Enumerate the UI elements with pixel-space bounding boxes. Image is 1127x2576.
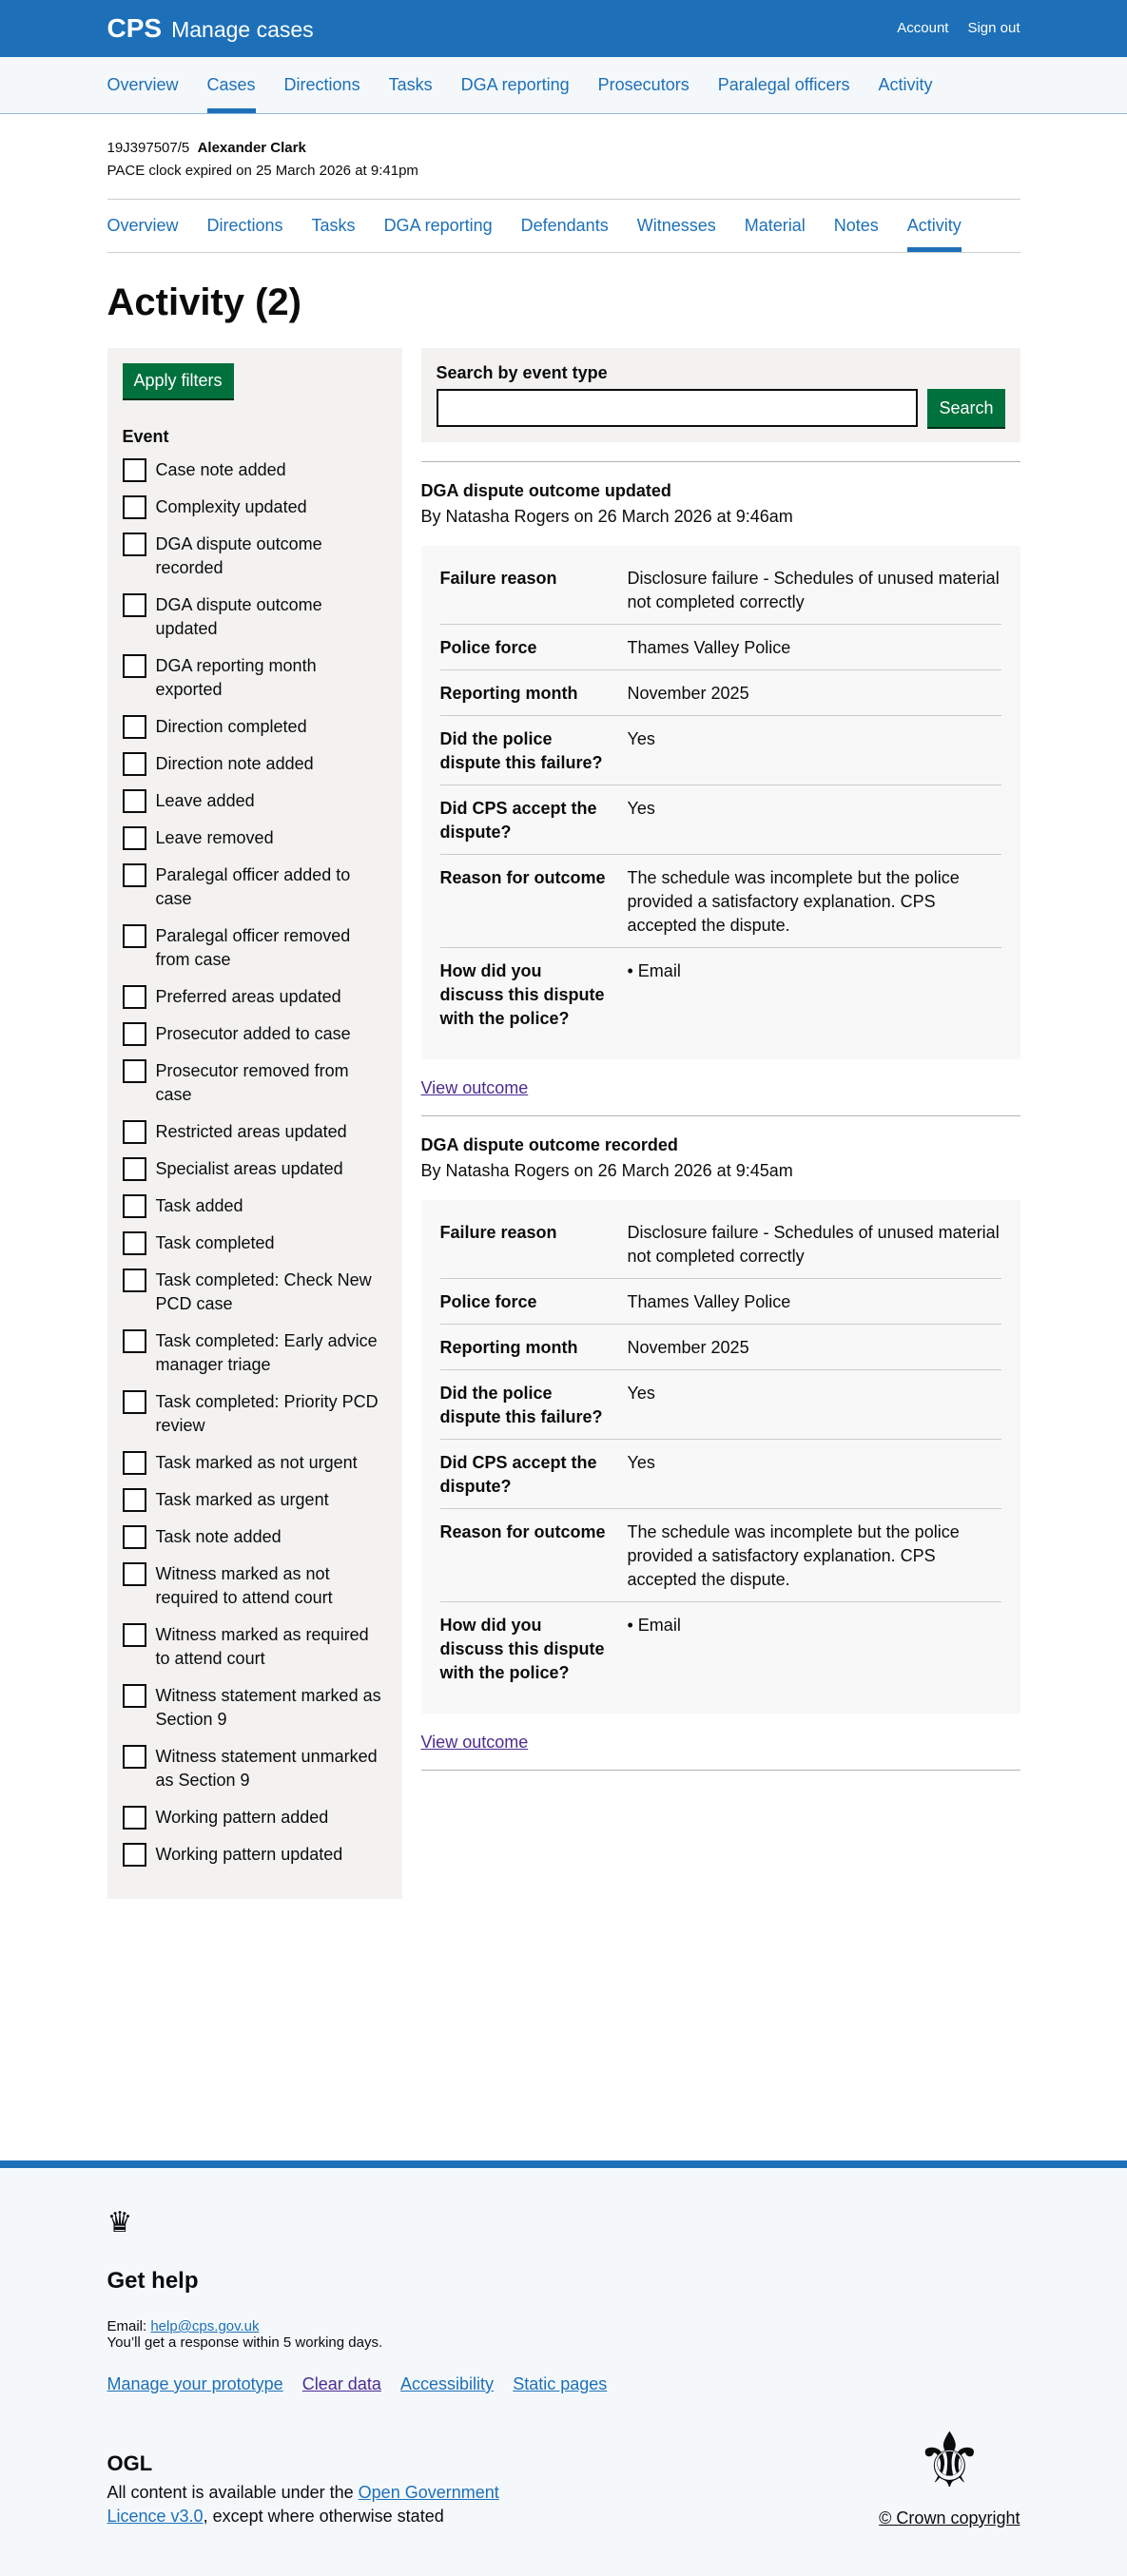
apply-filters-button[interactable]: Apply filters [123, 363, 234, 398]
summary-value: Yes [627, 1384, 655, 1403]
tab-notes[interactable]: Notes [833, 216, 879, 235]
service-name[interactable]: Manage cases [171, 17, 314, 42]
checkbox[interactable] [123, 1562, 146, 1586]
event-filter-checkbox[interactable] [123, 985, 387, 1009]
summary-row [440, 785, 1001, 855]
tab-tasks[interactable]: Tasks [311, 216, 356, 235]
checkbox[interactable] [123, 1194, 146, 1218]
sign-out-link[interactable]: Sign out [967, 20, 1020, 36]
checkbox[interactable] [123, 495, 146, 519]
checkbox-label: Specialist areas updated [155, 1159, 343, 1178]
case-reference: 19J397507/5 [107, 140, 190, 156]
checkbox[interactable] [123, 1022, 146, 1046]
summary-value: November 2025 [627, 1338, 749, 1357]
event-filter-checkbox[interactable] [123, 1806, 387, 1830]
summary-value: The schedule was incomplete but the police provided a satisfactory explanation. CPS accepted the dispute. [627, 868, 960, 935]
site-footer [0, 2160, 1127, 2576]
summary-row [440, 948, 1001, 1050]
help-email-link[interactable]: help@cps.gov.uk [150, 2318, 260, 2334]
search-button[interactable]: Search [927, 389, 1004, 427]
event-filter-checkbox[interactable] [123, 715, 387, 739]
event-filter-checkbox[interactable] [123, 1488, 387, 1512]
tab-defendants[interactable]: Defendants [520, 216, 609, 235]
checkbox-label: Paralegal officer removed from case [155, 926, 351, 969]
checkbox-label: Restricted areas updated [155, 1122, 347, 1141]
checkbox-label: Direction note added [155, 754, 314, 773]
event-filter-checkbox[interactable] [123, 863, 387, 911]
summary-value: The schedule was incomplete but the police provided a satisfactory explanation. CPS accepted the dispute. [627, 1522, 960, 1589]
summary-key: Did CPS accept the dispute? [439, 799, 597, 842]
event-filter-checkbox[interactable] [123, 1329, 387, 1377]
event-filter-checkbox[interactable] [123, 495, 387, 519]
checkbox-label: Preferred areas updated [155, 987, 341, 1006]
summary-key: Police force [439, 1292, 537, 1311]
nav-dga-reporting[interactable]: DGA reporting [460, 75, 570, 94]
checkbox-label: Working pattern added [155, 1808, 329, 1827]
accessibility-link[interactable]: Accessibility [400, 2374, 495, 2393]
filter-panel [107, 348, 402, 1899]
event-filter-checkbox[interactable] [123, 1022, 387, 1046]
cps-logo[interactable]: CPS [107, 13, 163, 43]
event-filter-checkbox[interactable] [123, 1269, 387, 1316]
checkbox[interactable] [123, 1488, 146, 1512]
ogl-logo: OGL [107, 2451, 153, 2475]
checkbox-label: Task marked as not urgent [155, 1453, 358, 1472]
summary-row [440, 855, 1001, 948]
checkbox-label: Task completed: Check New PCD case [155, 1270, 372, 1313]
summary-value: • Email [627, 961, 681, 980]
summary-key: How did you discuss this dispute with the police? [439, 1616, 605, 1682]
checkbox[interactable] [123, 1806, 146, 1830]
checkbox-label: Case note added [155, 460, 286, 479]
event-title: DGA dispute outcome updated [420, 481, 671, 500]
event-filter-checkbox[interactable] [123, 1562, 387, 1610]
tab-directions[interactable]: Directions [206, 216, 283, 235]
checkbox-label: Paralegal officer added to case [155, 865, 351, 908]
checkbox[interactable] [123, 1451, 146, 1475]
summary-row [440, 1602, 1001, 1704]
summary-value: Thames Valley Police [627, 638, 791, 657]
nav-paralegal-officers[interactable]: Paralegal officers [717, 75, 850, 94]
event-filter-checkbox[interactable] [123, 1390, 387, 1438]
licence-link[interactable]: Open Government Licence v3.0 [107, 2483, 499, 2526]
event-filter-checkbox[interactable] [123, 458, 387, 482]
case-info [107, 114, 1020, 183]
summary-value: Yes [627, 1453, 655, 1472]
tab-witnesses[interactable]: Witnesses [636, 216, 716, 235]
summary-row [440, 1279, 1001, 1325]
summary-key: Did the police dispute this failure? [439, 1384, 603, 1426]
summary-row [440, 555, 1001, 625]
checkbox[interactable] [123, 715, 146, 739]
event-filter-checkbox[interactable] [123, 1623, 387, 1671]
event-filter-checkbox[interactable] [123, 1157, 387, 1181]
summary-value: Disclosure failure - Schedules of unused material not completed correctly [627, 569, 1000, 611]
crown-icon: ♛ [107, 2207, 133, 2238]
summary-value: Yes [627, 799, 655, 818]
checkbox[interactable] [123, 1329, 146, 1353]
event-filter-checkbox[interactable] [123, 752, 387, 776]
checkbox[interactable] [123, 752, 146, 776]
primary-nav [0, 57, 1127, 114]
event-filter-checkbox[interactable] [123, 1525, 387, 1549]
summary-value: Thames Valley Police [627, 1292, 791, 1311]
summary-key: Did the police dispute this failure? [439, 729, 603, 772]
nav-tasks[interactable]: Tasks [388, 75, 433, 94]
nav-prosecutors[interactable]: Prosecutors [597, 75, 690, 94]
checkbox-label: Complexity updated [155, 497, 307, 516]
royal-coat-of-arms-icon: ⚜ [915, 2418, 984, 2503]
checkbox[interactable] [123, 1157, 146, 1181]
summary-row [440, 625, 1001, 670]
checkbox[interactable] [123, 1231, 146, 1255]
summary-row [440, 670, 1001, 716]
summary-row [440, 1370, 1001, 1440]
event-byline: By Natasha Rogers on 26 March 2026 at 9:46am [420, 507, 793, 526]
checkbox[interactable] [123, 1745, 146, 1769]
static-pages-link[interactable]: Static pages [513, 2374, 608, 2393]
event-filter-checkbox[interactable] [123, 1451, 387, 1475]
event-filter-checkbox[interactable] [123, 1843, 387, 1867]
view-outcome-link[interactable]: View outcome [420, 1733, 529, 1752]
checkbox[interactable] [123, 863, 146, 887]
search-input[interactable] [437, 389, 919, 427]
checkbox[interactable] [123, 654, 146, 678]
summary-key: Reporting month [439, 1338, 578, 1357]
summary-row [440, 1440, 1001, 1509]
checkbox[interactable] [123, 789, 146, 813]
event-filter-checkbox[interactable] [123, 533, 387, 580]
event-filter-legend: Event [122, 427, 169, 446]
checkbox-label: Task note added [155, 1527, 282, 1546]
tab-activity[interactable]: Activity [907, 200, 962, 252]
checkbox-label: Prosecutor removed from case [155, 1061, 349, 1104]
summary-value: November 2025 [627, 684, 749, 703]
event-filter-checkbox[interactable] [123, 789, 387, 813]
checkbox-label: Direction completed [155, 717, 307, 736]
summary-key: Failure reason [439, 569, 557, 588]
checkbox-label: Task completed: Early advice manager triage [155, 1331, 378, 1374]
checkbox-label: Witness statement marked as Section 9 [155, 1686, 381, 1729]
get-help-heading: Get help [107, 2268, 199, 2294]
checkbox[interactable] [123, 1843, 146, 1867]
page-title: Activity (2) [107, 281, 301, 323]
activity-event [421, 461, 1020, 1115]
summary-value: Disclosure failure - Schedules of unused material not completed correctly [627, 1223, 1000, 1266]
event-filter-checkbox[interactable] [123, 1684, 387, 1732]
event-filter-checkbox[interactable] [123, 1059, 387, 1107]
checkbox-label: Leave added [155, 791, 255, 810]
nav-cases[interactable]: Cases [207, 57, 256, 113]
event-filter-checkbox[interactable] [123, 1120, 387, 1144]
checkbox[interactable] [123, 985, 146, 1009]
summary-key: Failure reason [439, 1223, 557, 1242]
checkbox-label: Task completed [155, 1233, 275, 1252]
site-header [0, 0, 1127, 57]
checkbox-label: Task completed: Priority PCD review [155, 1392, 379, 1435]
summary-key: Reporting month [439, 684, 578, 703]
checkbox[interactable] [123, 1269, 146, 1292]
checkbox[interactable] [123, 1623, 146, 1647]
nav-directions[interactable]: Directions [283, 75, 360, 94]
pace-clock: PACE clock expired on 25 March 2026 at 9:41pm [107, 163, 418, 179]
checkbox-label: DGA dispute outcome updated [155, 595, 322, 638]
activity-event [421, 1115, 1020, 1770]
summary-list [421, 546, 1020, 1059]
summary-row [440, 1325, 1001, 1370]
checkbox[interactable] [123, 533, 146, 556]
checkbox-label: Witness statement unmarked as Section 9 [155, 1747, 378, 1790]
checkbox[interactable] [123, 1684, 146, 1708]
nav-activity[interactable]: Activity [878, 75, 933, 94]
checkbox[interactable] [123, 458, 146, 482]
response-time: You’ll get a response within 5 working days. [107, 2334, 383, 2351]
summary-list [421, 1200, 1020, 1714]
checkbox[interactable] [123, 593, 146, 617]
summary-key: Reason for outcome [439, 1522, 606, 1541]
summary-value: Yes [627, 729, 655, 748]
defendant-name: Alexander Clark [197, 140, 306, 156]
clear-data-link[interactable]: Clear data [301, 2374, 381, 2393]
search-label: Search by event type [436, 363, 608, 382]
tab-dga-reporting[interactable]: DGA reporting [383, 216, 493, 235]
checkbox[interactable] [123, 1120, 146, 1144]
event-filter-checkbox[interactable] [123, 826, 387, 850]
summary-key: Reason for outcome [439, 868, 606, 887]
licence-text-end: , except where otherwise stated [203, 2507, 444, 2526]
summary-row [440, 1210, 1001, 1279]
event-filter-checkbox[interactable] [123, 593, 387, 641]
account-link[interactable]: Account [897, 20, 949, 36]
tab-material[interactable]: Material [744, 216, 806, 235]
checkbox[interactable] [123, 826, 146, 850]
checkbox-label: Witness marked as required to attend court [155, 1625, 369, 1668]
summary-key: Police force [439, 638, 537, 657]
search-panel [421, 348, 1020, 442]
checkbox[interactable] [123, 924, 146, 948]
summary-key: How did you discuss this dispute with the police? [439, 961, 605, 1028]
summary-key: Did CPS accept the dispute? [439, 1453, 597, 1496]
checkbox-label: Task marked as urgent [155, 1490, 329, 1509]
event-byline: By Natasha Rogers on 26 March 2026 at 9:45am [420, 1161, 793, 1180]
checkbox-label: Working pattern updated [155, 1845, 343, 1864]
checkbox-label: Witness marked as not required to attend court [155, 1564, 333, 1607]
checkbox-label: Task added [155, 1196, 243, 1215]
tab-overview[interactable]: Overview [107, 216, 179, 235]
checkbox[interactable] [123, 1390, 146, 1414]
licence-text: All content is available under the [107, 2483, 359, 2502]
case-subnav [107, 199, 1020, 253]
summary-value: • Email [627, 1616, 681, 1635]
checkbox-label: Prosecutor added to case [155, 1024, 351, 1043]
event-filter-checkbox[interactable] [123, 1194, 387, 1218]
nav-overview[interactable]: Overview [107, 75, 179, 94]
view-outcome-link[interactable]: View outcome [420, 1078, 529, 1097]
checkbox[interactable] [123, 1525, 146, 1549]
checkbox-label: DGA reporting month exported [155, 656, 317, 699]
divider [421, 1770, 1020, 1771]
checkbox-label: DGA dispute outcome recorded [155, 534, 322, 577]
checkbox-label: Leave removed [155, 828, 274, 847]
checkbox[interactable] [123, 1059, 146, 1083]
manage-prototype-link[interactable]: Manage your prototype [107, 2374, 283, 2393]
event-filter-checkbox[interactable] [123, 924, 387, 972]
summary-row [440, 1509, 1001, 1602]
email-label: Email: [107, 2318, 151, 2334]
event-filter-checkbox[interactable] [123, 654, 387, 702]
summary-row [440, 716, 1001, 785]
crown-copyright-link[interactable]: © Crown copyright [879, 2508, 1020, 2528]
event-title: DGA dispute outcome recorded [420, 1135, 678, 1154]
event-filter-checkbox[interactable] [123, 1745, 387, 1792]
event-filter-checkbox[interactable] [123, 1231, 387, 1255]
